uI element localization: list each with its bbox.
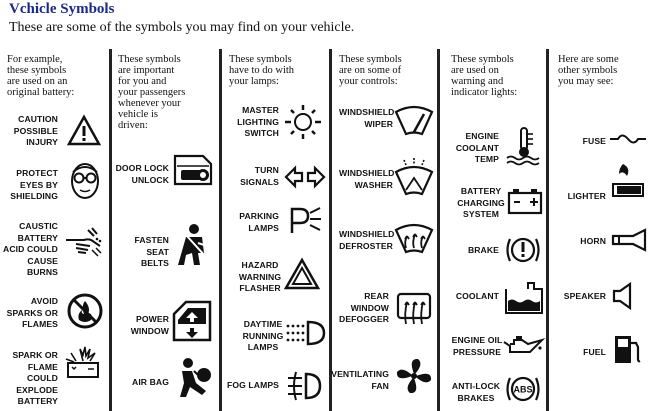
column-divider: [546, 49, 549, 411]
brake-icon: [505, 234, 541, 266]
exploding-battery-icon: [62, 345, 104, 381]
column-intro: These symbols are important for you and your passengers whenever your vehicle is driven:: [118, 54, 186, 131]
label-rear-defogger: REAR WINDOW DEFOGGER: [339, 291, 389, 324]
seat-belt-icon: [176, 223, 214, 267]
label-power-window: POWER WINDOW: [130, 314, 169, 336]
label-coolant: COOLANT: [455, 291, 499, 301]
power-window-icon: [172, 300, 212, 344]
speaker-icon: [612, 282, 632, 310]
label-parking-lamps: PARKING LAMPS: [239, 211, 279, 233]
column-intro: These symbols have to do with your lamps:: [229, 54, 295, 87]
label-wiper: WINDSHIELD WIPER: [339, 107, 395, 129]
label-hazard: HAZARD WARNING FLASHER: [238, 260, 282, 293]
column-divider: [109, 49, 112, 411]
label-avoid-sparks: AVOID SPARKS OR FLAMES: [6, 296, 58, 329]
label-coolant-temp: ENGINE COOLANT TEMP: [455, 131, 499, 164]
lighter-icon: [611, 162, 647, 200]
label-daytime: DAYTIME RUNNING LAMPS: [242, 319, 284, 352]
oil-can-icon: [502, 334, 544, 358]
column-divider: [437, 49, 440, 411]
fuse-icon: [610, 132, 646, 146]
hazard-triangle-icon: [284, 258, 320, 290]
label-turn-signals: TURN SIGNALS: [240, 165, 279, 187]
label-seat-belts: FASTEN SEAT BELTS: [134, 235, 169, 268]
turn-signal-icon: [284, 165, 326, 189]
label-fuel: FUEL: [583, 347, 606, 357]
column-intro: For example, these symbols are used on an original battery:: [7, 54, 75, 98]
label-washer: WINDSHIELD WASHER: [339, 168, 395, 190]
label-fan: VENTILATING FAN: [331, 369, 389, 391]
label-anti-lock: ANTI-LOCK BRAKES: [451, 381, 501, 403]
air-bag-icon: [172, 357, 212, 399]
column-intro: These symbols are on some of your controls:: [339, 54, 402, 87]
defroster-icon: [394, 222, 434, 256]
label-air-bag: AIR BAG: [132, 377, 169, 387]
horn-icon: [611, 228, 649, 252]
coolant-level-icon: [504, 281, 544, 315]
column-divider: [219, 49, 222, 411]
label-caution: CAUTION POSSIBLE INJURY: [13, 114, 58, 147]
abs-icon-text: ABS: [513, 384, 533, 395]
label-horn: HORN: [580, 236, 606, 246]
fan-icon: [394, 356, 434, 396]
label-fog-lamps: FOG LAMPS: [227, 380, 279, 390]
column-divider: [329, 49, 332, 411]
label-oil-pressure: ENGINE OIL PRESSURE: [451, 335, 503, 357]
label-lighter: LIGHTER: [567, 191, 606, 201]
master-light-icon: [283, 103, 323, 141]
abs-icon: [505, 373, 541, 405]
label-master-lighting: MASTER LIGHTING SWITCH: [237, 105, 279, 138]
door-lock-icon: [173, 152, 213, 188]
coolant-temp-icon: [505, 126, 543, 164]
label-battery-charging: BATTERY CHARGING SYSTEM: [457, 186, 505, 219]
label-fuse: FUSE: [582, 136, 606, 146]
column-intro: These symbols are used on warning and indicator lights:: [451, 54, 518, 98]
daytime-lamps-icon: [284, 318, 326, 348]
label-brake: BRAKE: [467, 245, 499, 255]
parking-lamps-icon: [288, 205, 322, 235]
no-flame-icon: [66, 292, 104, 330]
goggles-face-icon: [68, 160, 102, 200]
page-title: Vchicle Symbols: [9, 1, 115, 17]
fuel-pump-icon: [612, 333, 642, 365]
battery-icon: [507, 186, 543, 216]
caution-triangle-icon: [67, 115, 101, 147]
label-speaker: SPEAKER: [563, 291, 606, 301]
column-intro: Here are some other symbols you may see:: [558, 54, 619, 87]
acid-hand-icon: [64, 226, 104, 260]
label-caustic-acid: CAUSTIC BATTERY ACID COULD CAUSE BURNS: [3, 221, 58, 277]
label-spark-explode: SPARK OR FLAME COULD EXPLODE BATTERY: [12, 350, 58, 406]
wiper-icon: [394, 104, 434, 138]
fog-lamps-icon: [284, 370, 322, 402]
label-defroster: WINDSHIELD DEFROSTER: [339, 229, 395, 251]
rear-defogger-icon: [396, 292, 432, 326]
page-subtitle: These are some of the symbols you may find on your vehicle.: [9, 20, 355, 35]
washer-icon: [394, 158, 434, 198]
label-door-lock: DOOR LOCK UNLOCK: [115, 163, 169, 185]
label-protect-eyes: PROTECT EYES BY SHIELDING: [10, 168, 58, 201]
